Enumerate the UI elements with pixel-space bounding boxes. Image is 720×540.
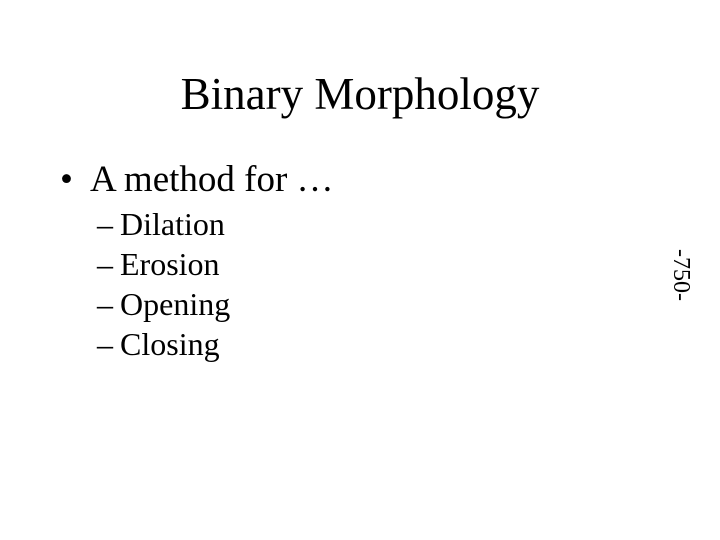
sub-bullet-item-opening [97,284,230,324]
sub-bullet-label: Opening [120,286,231,322]
dash-marker: – [97,286,113,322]
sub-bullet-item-closing [97,324,230,364]
bullet-item-text: A method for … [90,159,334,200]
dash-marker: – [97,246,113,282]
sub-bullet-label: Dilation [120,206,225,242]
sub-bullet-item-erosion [97,244,230,284]
sub-bullet-label: Erosion [120,246,220,282]
sub-bullet-item-dilation [97,204,230,244]
dash-marker: – [97,326,113,362]
dash-marker: – [97,206,113,242]
sub-bullet-list [97,204,230,364]
bullet-item-method [60,160,334,200]
slide-title: Binary Morphology [180,69,540,119]
sub-bullet-label: Closing [120,326,220,362]
slide-number-vertical: -750- [668,249,694,301]
bullet-dot-marker: • [60,159,73,200]
